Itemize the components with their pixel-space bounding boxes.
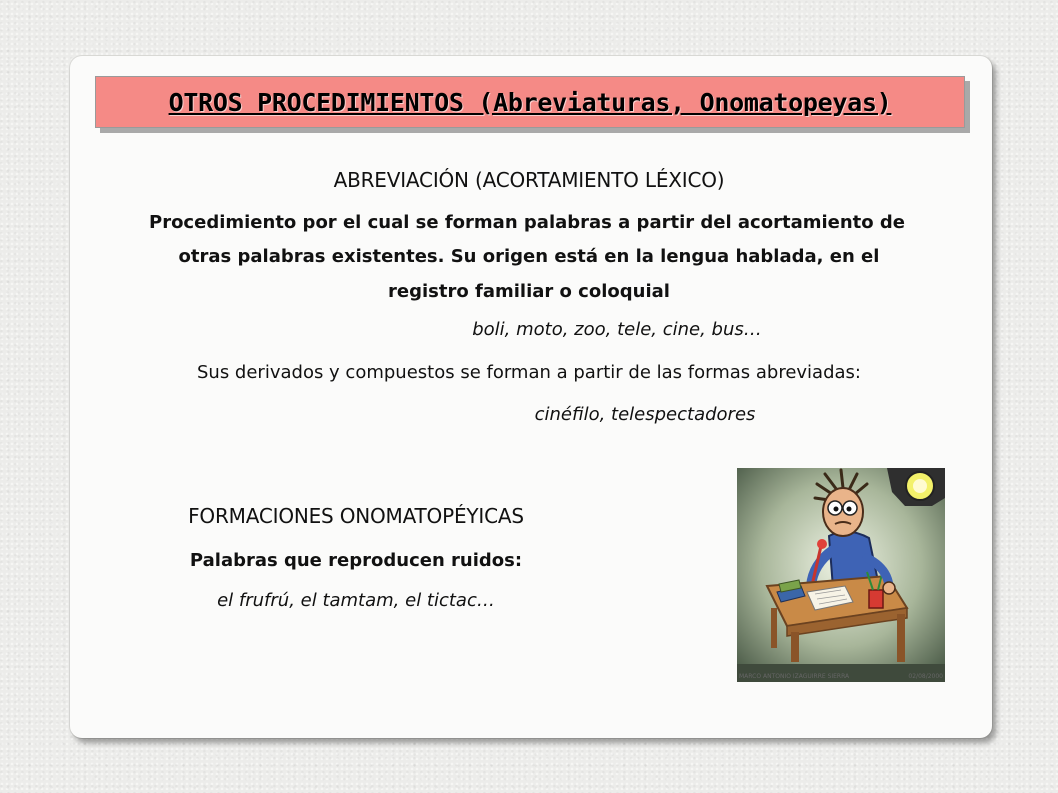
derivados-examples: cinéfilo, telespectadores — [534, 404, 756, 425]
student-writing-image — [737, 468, 945, 682]
onomatopeyicas-examples: el frufrú, el tamtam, el tictac… — [217, 590, 495, 611]
title-banner — [95, 76, 965, 128]
illustration-signature: MARCO ANTONIO IZAGUIRRE SIERRA — [739, 673, 850, 680]
abreviacion-heading: ABREVIACIÓN (ACORTAMIENTO LÉXICO) — [333, 168, 725, 192]
abreviacion-examples: boli, moto, zoo, tele, cine, bus… — [472, 319, 762, 340]
derivados-text: Sus derivados y compuestos se forman a partir de las formas abreviadas: — [197, 362, 861, 383]
abreviacion-definition-line-3: registro familiar o coloquial — [388, 281, 670, 302]
slide-title: OTROS PROCEDIMIENTOS (Abreviaturas, Onomatopeyas) — [168, 87, 892, 117]
onomatopeyicas-heading: FORMACIONES ONOMATOPÉYICAS — [188, 504, 524, 528]
abreviacion-definition-line-1: Procedimiento por el cual se forman palabras a partir del acortamiento de — [149, 212, 905, 233]
student-illustration — [737, 468, 945, 682]
illustration-date: 02/08/2000 — [908, 673, 943, 680]
abreviacion-definition-line-2: otras palabras existentes. Su origen está en la lengua hablada, en el — [178, 246, 880, 267]
onomatopeyicas-definition: Palabras que reproducen ruidos: — [189, 550, 523, 571]
